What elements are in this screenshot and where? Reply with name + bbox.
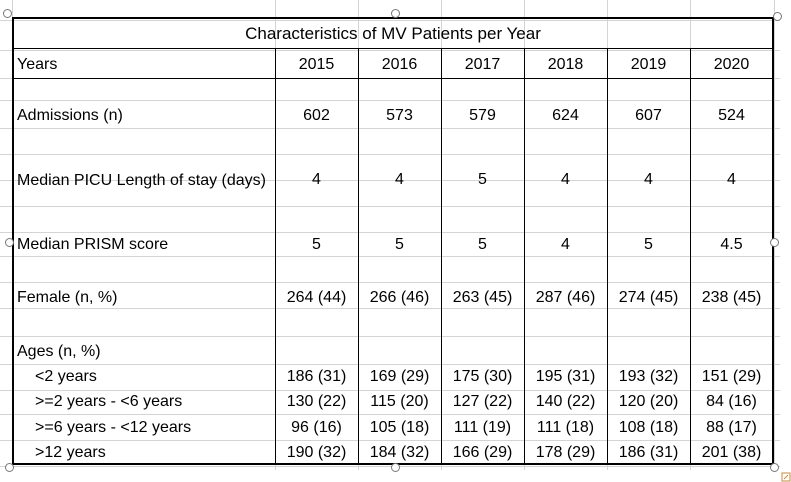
- age-group-value[interactable]: 88 (17): [706, 419, 757, 436]
- age-group-value[interactable]: 127 (22): [452, 393, 513, 410]
- age-group-value[interactable]: 195 (31): [535, 368, 596, 385]
- age-group-value[interactable]: 175 (30): [452, 368, 513, 385]
- header-year-cell[interactable]: 2016: [381, 56, 418, 73]
- row-label-prism[interactable]: Median PRISM score: [17, 236, 169, 253]
- resize-handle-top-right[interactable]: [773, 12, 782, 21]
- resize-handle-bottom-left[interactable]: [5, 463, 14, 472]
- age-group-value[interactable]: 120 (20): [618, 393, 679, 410]
- age-group-value[interactable]: 190 (32): [286, 444, 347, 461]
- header-year-cell[interactable]: 2019: [630, 56, 667, 73]
- row-value-female[interactable]: 266 (46): [369, 289, 430, 306]
- row-value-prism[interactable]: 4.5: [720, 236, 743, 253]
- age-group-value[interactable]: 84 (16): [706, 393, 757, 410]
- sheet-resize-icon[interactable]: [781, 472, 791, 482]
- row-label-admissions[interactable]: Admissions (n): [17, 107, 123, 124]
- gridline-horizontal: [0, 466, 780, 467]
- age-group-value[interactable]: 166 (29): [452, 444, 513, 461]
- row-value-los[interactable]: 4: [727, 171, 736, 188]
- age-group-value[interactable]: 178 (29): [535, 444, 596, 461]
- row-value-los[interactable]: 4: [644, 171, 653, 188]
- header-year-cell[interactable]: 2020: [713, 56, 750, 73]
- header-year-cell[interactable]: 2015: [298, 56, 335, 73]
- row-value-female[interactable]: 238 (45): [701, 289, 762, 306]
- row-value-admissions[interactable]: 624: [552, 107, 579, 124]
- row-value-admissions[interactable]: 607: [635, 107, 662, 124]
- row-value-los[interactable]: 5: [478, 171, 487, 188]
- resize-handle-bottom-right[interactable]: [770, 463, 779, 472]
- selected-table-border: [12, 17, 774, 465]
- age-group-value[interactable]: 151 (29): [701, 368, 762, 385]
- age-group-value[interactable]: 115 (20): [370, 393, 429, 410]
- age-group-label[interactable]: >12 years: [35, 444, 106, 461]
- row-value-female[interactable]: 263 (45): [452, 289, 513, 306]
- row-value-female[interactable]: 274 (45): [618, 289, 679, 306]
- row-value-female[interactable]: 287 (46): [535, 289, 596, 306]
- age-group-value[interactable]: 140 (22): [535, 393, 596, 410]
- age-group-label[interactable]: >=2 years - <6 years: [35, 393, 183, 410]
- resize-handle-top-middle[interactable]: [391, 9, 400, 18]
- row-value-los[interactable]: 4: [312, 171, 321, 188]
- row-value-admissions[interactable]: 524: [718, 107, 745, 124]
- gridline-vertical: [774, 0, 775, 470]
- row-value-los[interactable]: 4: [395, 171, 404, 188]
- age-group-value[interactable]: 105 (18): [369, 419, 430, 436]
- row-value-female[interactable]: 264 (44): [286, 289, 347, 306]
- age-group-value[interactable]: 186 (31): [286, 368, 347, 385]
- age-group-value[interactable]: 130 (22): [286, 393, 347, 410]
- row-value-prism[interactable]: 5: [312, 236, 321, 253]
- row-label-female[interactable]: Female (n, %): [17, 289, 118, 306]
- age-group-value[interactable]: 96 (16): [291, 419, 342, 436]
- header-year-cell[interactable]: 2018: [547, 56, 584, 73]
- resize-handle-middle-left[interactable]: [5, 238, 14, 247]
- row-value-admissions[interactable]: 573: [386, 107, 413, 124]
- age-group-label[interactable]: >=6 years - <12 years: [35, 419, 192, 436]
- resize-handle-bottom-middle[interactable]: [391, 463, 400, 472]
- age-group-value[interactable]: 111 (18): [536, 419, 595, 436]
- row-value-los[interactable]: 4: [561, 171, 570, 188]
- age-group-value[interactable]: 111 (19): [453, 419, 512, 436]
- header-year-cell[interactable]: 2017: [464, 56, 501, 73]
- row-value-prism[interactable]: 5: [395, 236, 404, 253]
- age-group-value[interactable]: 186 (31): [618, 444, 679, 461]
- table-title: Characteristics of MV Patients per Year: [245, 24, 541, 43]
- age-group-label[interactable]: <2 years: [35, 368, 97, 385]
- row-value-admissions[interactable]: 602: [303, 107, 330, 124]
- resize-handle-top-left[interactable]: [3, 9, 12, 18]
- age-group-value[interactable]: 184 (32): [369, 444, 430, 461]
- row-value-prism[interactable]: 5: [644, 236, 653, 253]
- row-value-admissions[interactable]: 579: [469, 107, 496, 124]
- row-value-prism[interactable]: 5: [478, 236, 487, 253]
- row-label-ages[interactable]: Ages (n, %): [17, 343, 101, 360]
- age-group-value[interactable]: 108 (18): [618, 419, 679, 436]
- age-group-value[interactable]: 193 (32): [618, 368, 679, 385]
- row-value-prism[interactable]: 4: [561, 236, 570, 253]
- row-label-los[interactable]: Median PICU Length of stay (days): [17, 171, 267, 189]
- age-group-value[interactable]: 169 (29): [369, 368, 430, 385]
- resize-handle-middle-right[interactable]: [770, 238, 779, 247]
- header-years-label[interactable]: Years: [17, 56, 58, 73]
- age-group-value[interactable]: 201 (38): [701, 444, 762, 461]
